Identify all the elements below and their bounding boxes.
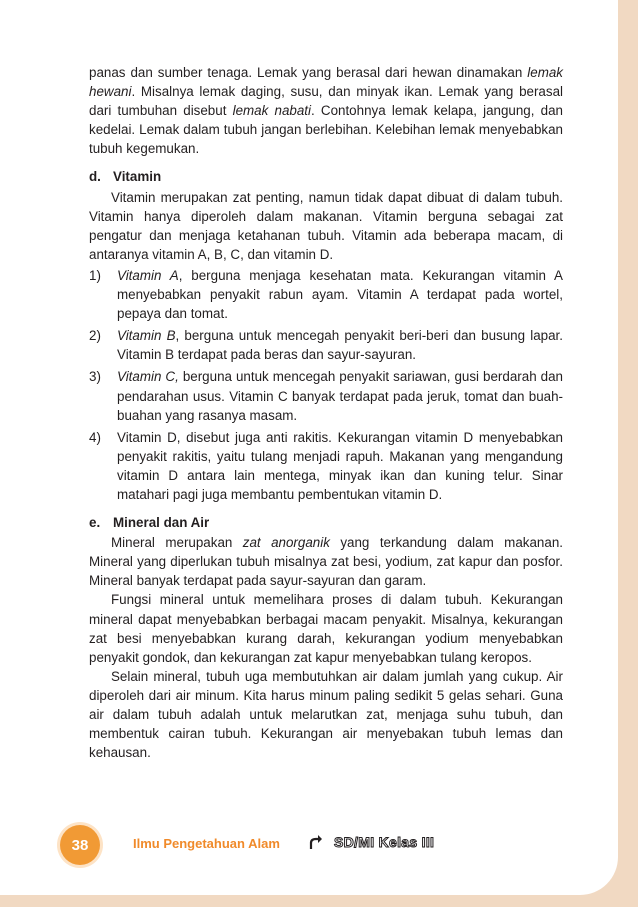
vitamin-list bbox=[89, 266, 563, 504]
class-label: SD/MI Kelas III bbox=[334, 834, 435, 850]
intro-paragraph: panas dan sumber tenaga. Lemak yang berasal dari hewan dinamakan lemak hewani. Misalnya lemak daging, susu, dan minyak ikan. Lemak yang berasal dari tumbuhan disebut lemak nabati. Contohnya lemak kelapa, jangung, dan kedelai. Lemak dalam tubuh jangan berlebihan. Kelebihan lemak menyebabkan tubuh kegemukan. bbox=[89, 65, 563, 157]
list-item: 3) Vitamin C, berguna untuk mencegah penyakit sariawan, gusi berdarah dan pendarahan usus. Vitamin C banyak terdapat pada jeruk, tomat dan buah-buahan yang rasanya masam. bbox=[89, 369, 563, 423]
list-item: 2) Vitamin B, berguna untuk mencegah penyakit beri-beri dan busung lapar. Vitamin B terdapat pada beras dan sayur-sayuran. bbox=[89, 328, 563, 363]
book-title: Ilmu Pengetahuan Alam bbox=[133, 836, 280, 851]
mineral-paragraph-1: Mineral merupakan zat anorganik yang terkandung dalam makanan. Mineral yang diperlukan tubuh misalnya zat besi, yodium, zat kapur dan posfor. Mineral banyak terdapat pada sayur-sayuran dan garam. bbox=[89, 535, 563, 589]
list-item: 1) Vitamin A, berguna menjaga kesehatan mata. Kekurangan vitamin A menyebabkan penyakit rabun ayam. Vitamin A terdapat pada wortel, pepaya dan tomat. bbox=[89, 267, 563, 322]
page-number-badge: 38 bbox=[60, 825, 100, 865]
page-content bbox=[89, 63, 563, 762]
mineral-paragraph-2: Fungsi mineral untuk memelihara proses di dalam tubuh. Kekurangan mineral dapat menyebabkan berbagai macam penyakit. Misalnya, kekurangan zat besi menyebabkan kurang darah, kekurangan yodium menyebabkan penyakit gondok, dan kekurangan zat kapur menyebabkan tulang keropos. bbox=[89, 592, 563, 665]
section-heading-vitamin: d. Vitamin bbox=[89, 169, 162, 185]
vitamin-paragraph: Vitamin merupakan zat penting, namun tidak dapat dibuat di dalam tubuh. Vitamin hanya diperoleh dalam makanan. Vitamin berguna sebagai zat pengatur dan menjaga ketahanan tubuh. Vitamin ada beberapa macam, di antaranya vitamin A, B, C, dan vitamin D. bbox=[89, 189, 563, 262]
curved-arrow-icon bbox=[309, 834, 323, 850]
mineral-paragraph-3: Selain mineral, tubuh uga membutuhkan air dalam jumlah yang cukup. Air diperoleh dari air minum. Kita harus minum paling sedikit 5 gelas sehari. Guna air dalam tubuh adalah untuk melarutkan zat, menjaga suhu tubuh, dan membentuk cairan tubuh. Kekurangan air menyebakan tubuh lemas dan kehausan. bbox=[89, 668, 563, 761]
section-heading-mineral: e. Mineral dan Air bbox=[89, 515, 210, 531]
list-item: 4) Vitamin D, disebut juga anti rakitis. Kekurangan vitamin D menyebabkan penyakit rakitis, yaitu tulang menjadi rapuh. Makanan yang mengandung vitamin D antara lain mentega, minyak ikan dan kuning telur. Sinar matahari pagi juga membantu pembentukan vitamin D. bbox=[89, 429, 563, 502]
